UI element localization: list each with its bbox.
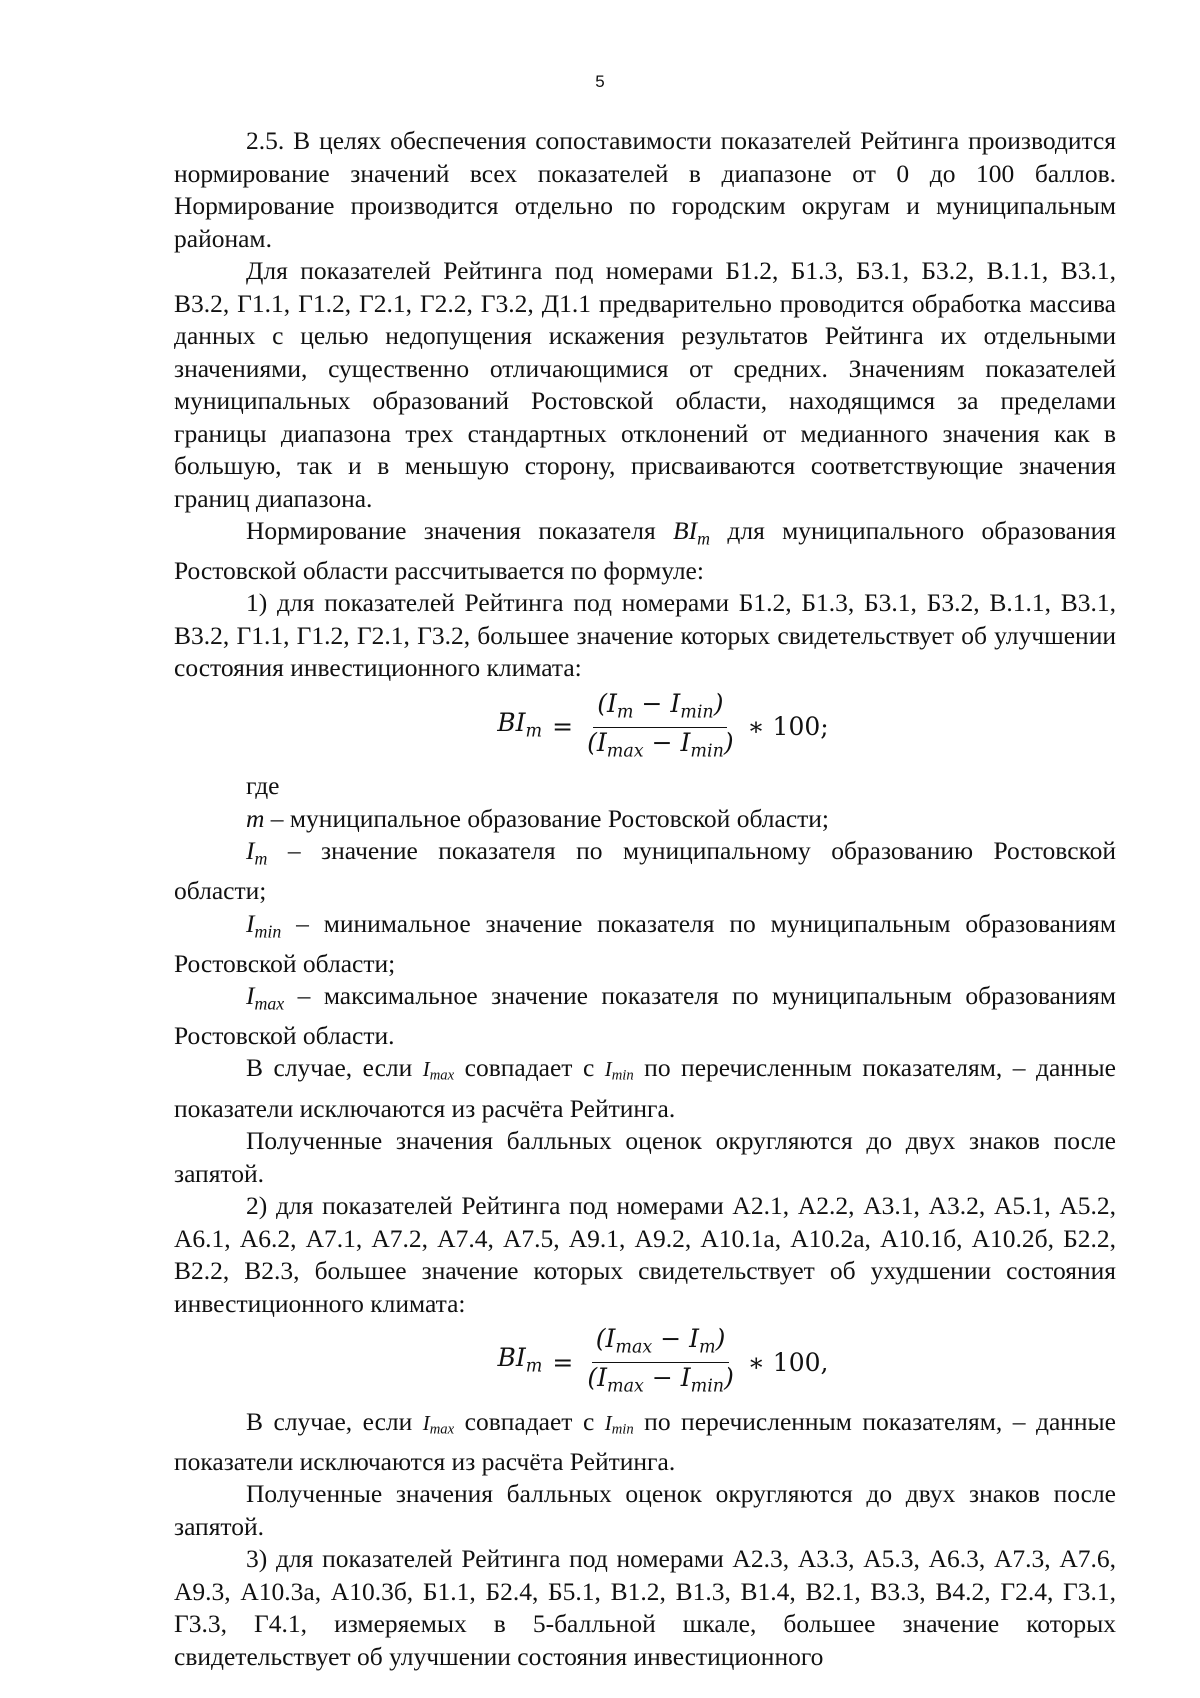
formula-subscript: max [606, 1376, 644, 1397]
variable-subscript: min [611, 1068, 634, 1085]
text-fragment: для муниципального образования Ростовской области рассчитывается по формуле: [174, 516, 1116, 585]
paragraph-rounding-2: Полученные значения балльных оценок округляются до двух знаков после запятой. [174, 1479, 1116, 1541]
numerator [593, 689, 727, 728]
formula-symbol: (I [595, 1324, 616, 1354]
fraction [583, 689, 738, 767]
definition-text: – муниципальное образование Ростовской области; [264, 803, 830, 833]
text-fragment: совпадает с [454, 1053, 605, 1083]
paragraph-case-1: 1) для показателей Рейтинга под номерами Б1.2, Б1.3, Б3.1, Б3.2, В.1.1, В3.1, В3.2, Г1.1, Г1.2, Г2.1, Г3.2, большее значение которых свидетельствует об улучшении состояния инвестиционного климата: [174, 588, 1116, 683]
variable-imax-inline [422, 1057, 455, 1085]
formula-symbol: BI [497, 1343, 526, 1373]
denominator [583, 728, 738, 766]
paragraph-case-2: 2) для показателей Рейтинга под номерами А2.1, А2.2, А3.1, А3.2, А5.1, А5.2, А6.1, А6.2, А7.1, А7.2, А7.4, А7.5, А9.1, А9.2, А10.1а, А10.2а, А10.1б, А10.2б, Б2.2, В2.2, В2.3, большее значение которых свидетельствует об ухудшении состояния инвестиционного климата: [174, 1191, 1116, 1318]
paragraph-case-3: 3) для показателей Рейтинга под номерами А2.3, А3.3, А5.3, А6.3, А7.3, А7.6, А9.3, А10.3а, А10.3б, Б1.1, Б2.4, Б5.1, В1.2, В1.3, В1.4, В2.1, В3.3, В4.2, Г2.4, Г3.1, Г3.3, Г4.1, измеряемых в 5-балльной шкале, большее значение которых свидетельствует об улучшении состояния инвестиционного [174, 1544, 1116, 1671]
text-fragment: по перечисленным показателям, – данные показатели исключаются из расчёта Рейтинга. [174, 1053, 1117, 1123]
formula-symbol: BI [497, 708, 526, 738]
variable-imin [246, 908, 282, 942]
formula-subscript: m [525, 721, 543, 742]
formula-symbol: ) [723, 728, 734, 758]
formula-subscript: max [615, 1337, 653, 1358]
definition-text: – минимальное значение показателя по муниципальным образованиям Ростовской области; [174, 908, 1116, 978]
document-body [174, 125, 1116, 1673]
variable-symbol: I [604, 1410, 612, 1435]
page-number: 5 [595, 72, 605, 91]
formula-lhs [497, 707, 542, 748]
variable-symbol: I [246, 981, 255, 1011]
variable-imin-inline [604, 1057, 634, 1085]
formula-subscript: min [680, 702, 714, 723]
formula-subscript: m [616, 702, 634, 723]
formula-symbol: ) [713, 688, 724, 718]
formula-symbol: ) [715, 1324, 726, 1354]
paragraph-preprocessing: Для показателей Рейтинга под номерами Б1.2, Б1.3, Б3.1, Б3.2, В.1.1, В3.1, В3.2, Г1.1, Г1.2, Г2.1, Г2.2, Г3.2, Д1.1 предварительно проводится обработка массива данных с целью недопущения искажения результатов Рейтинга их отдельными значениями, существенно отличающимися от средних. Значениям показателей муниципальных образований Ростовской области, находящимся за пределами границы диапазона трех стандартных отклонений от медианного значения как в большую, так и в меньшую сторону, присваиваются соответствующие значения границ диапазона. [174, 256, 1116, 513]
variable-im [246, 836, 268, 869]
where-label: где [246, 771, 280, 801]
variable-symbol: I [604, 1057, 612, 1082]
variable-imax-inline [422, 1410, 455, 1438]
formula-symbol: − I [652, 1324, 700, 1354]
variable-symbol: I [422, 1057, 430, 1082]
variable-imin-inline [604, 1410, 634, 1438]
definition-text: – максимальное значение показателя по муниципальным образованиям Ростовской области. [174, 981, 1116, 1050]
formula-subscript: max [606, 741, 644, 762]
formula-1 [210, 689, 1116, 767]
formula-subscript: m [525, 1356, 543, 1377]
denominator [583, 1363, 738, 1401]
equals-sign: = [552, 712, 574, 742]
text-fragment: В случае, если [246, 1406, 423, 1436]
variable-m: m [246, 803, 265, 833]
variable-symbol: I [246, 908, 255, 938]
formula-subscript: min [690, 1376, 725, 1397]
paragraph-normalization-intro [174, 515, 1116, 587]
definition-imax [174, 980, 1116, 1052]
variable-imax [246, 981, 285, 1014]
fraction [583, 1324, 738, 1402]
formula-symbol: − I [643, 728, 691, 758]
formula-subscript: min [690, 741, 724, 762]
equals-sign: = [552, 1347, 574, 1377]
multiplier: ∗ 100, [747, 1347, 829, 1377]
variable-bi [673, 516, 711, 549]
formula-symbol: − I [633, 688, 681, 718]
paragraph-rounding-1: Полученные значения балльных оценок округляются до двух знаков после запятой. [174, 1126, 1116, 1188]
definition-m [174, 803, 1116, 836]
variable-subscript: m [697, 528, 711, 549]
formula-symbol: (I [597, 688, 617, 718]
text-fragment: по перечисленным показателям, – данные показатели исключаются из расчёта Рейтинга. [174, 1406, 1117, 1476]
definition-imin [174, 908, 1116, 980]
text-fragment: совпадает с [454, 1406, 605, 1436]
formula-symbol: (I [587, 1363, 607, 1393]
variable-subscript: max [254, 993, 285, 1014]
formula-symbol: − I [643, 1363, 691, 1393]
paragraph-2-5: 2.5. В целях обеспечения сопоставимости показателей Рейтинга производится нормирование значений всех показателей в диапазоне от 0 до 100 баллов. Нормирование производится отдельно по городским округам и муниципальным районам. [174, 126, 1116, 253]
variable-subscript: min [611, 1421, 634, 1438]
definition-im [174, 835, 1116, 907]
variable-subscript: max [429, 1421, 455, 1438]
paragraph-equal-case-1 [174, 1052, 1116, 1125]
variable-symbol: I [246, 836, 255, 866]
formula-symbol: (I [587, 728, 607, 758]
variable-subscript: min [254, 921, 282, 942]
multiplier: ∗ 100; [747, 712, 829, 742]
formula-2 [210, 1324, 1116, 1402]
variable-symbol: I [422, 1410, 430, 1435]
paragraph-equal-case-2 [174, 1406, 1116, 1479]
formula-subscript: m [699, 1337, 716, 1358]
text-fragment: Нормирование значения показателя [246, 516, 674, 545]
variable-subscript: m [254, 848, 268, 869]
variable-symbol: BI [673, 516, 698, 545]
definition-text: – значение показателя по муниципальному образованию Ростовской области; [174, 836, 1116, 906]
numerator [592, 1324, 730, 1363]
formula-symbol: ) [724, 1363, 734, 1393]
formula-lhs [498, 1342, 543, 1383]
text-fragment: В случае, если [246, 1053, 423, 1083]
variable-subscript: max [429, 1068, 455, 1085]
